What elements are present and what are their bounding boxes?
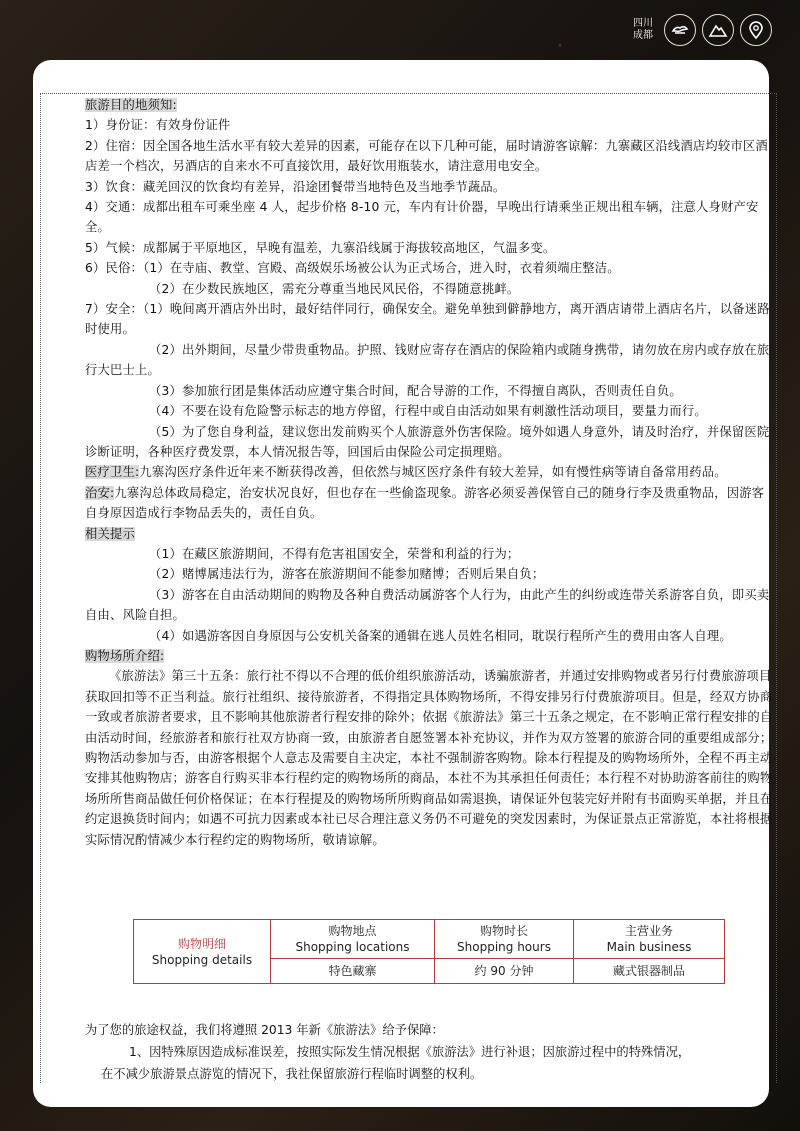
section-title-shopping: 购物场所介绍: xyxy=(85,648,165,663)
shopping-table-header: 购物地点 Shopping locations xyxy=(271,920,435,959)
section-title-destination: 旅游目的地须知: xyxy=(85,98,177,112)
destination-line: 2）住宿：因全国各地生活水平有较大差异的因素，可能存在以下几种可能，届时请游客谅解：九寨藏区沿线酒店均较市区酒店差一个档次，另酒店的自来水不可直接饮用，最好饮用瓶装水，请注意用电安全。 xyxy=(85,138,768,174)
safety-item: （4）不要在设有危险警示标志的地方停留，行程中或自由活动如果有刺激性活动项目，要量力而行。 xyxy=(149,404,707,419)
section-title-tips: 相关提示 xyxy=(85,526,135,541)
safety-item: （2）出外期间，尽量少带贵重物品。护照、钱财应寄存在酒店的保险箱内或随身携带，请勿放在房内或存放在旅行大巴士上。 xyxy=(85,342,770,378)
guarantee-intro: 为了您的旅途权益，我们将遵照 2013 年新《旅游法》给予保障： xyxy=(85,1023,444,1037)
medical-text: 九寨沟医疗条件近年来不断获得改善，但依然与城区医疗条件有较大差异，如有慢性病等请自备常用药品。 xyxy=(139,465,727,480)
header-badges xyxy=(630,14,772,46)
shopping-table-header: 购物时长 Shopping hours xyxy=(435,920,574,959)
mountain-icon xyxy=(702,14,734,46)
guarantee-section xyxy=(85,1019,775,1085)
shopping-table-cell: 藏式银器制品 xyxy=(574,959,725,984)
security-text: 九寨沟总体政局稳定，治安状况良好，但也存在一些偷盗现象。游客必须妥善保管自己的随身行李及贵重物品，因游客自身原因造成行李物品丢失的，责任自负。 xyxy=(85,485,765,521)
shopping-table xyxy=(133,919,725,984)
safety-line: 7）安全：（1）晚间离开酒店外出时，最好结伴同行，确保安全。避免单独到僻静地方，离开酒店请带上酒店名片，以备迷路时使用。 xyxy=(85,302,770,337)
destination-line: 1）身份证：有效身份证件 xyxy=(85,118,231,133)
destination-line: 4）交通：成都出租车可乘坐座 4 人，起步价格 8-10 元，车内有计价器，早晚出行请乘坐正规出租车辆，注意人身财产安全。 xyxy=(85,200,759,235)
safety-item: （5）为了您自身利益，建议您出发前购买个人旅游意外伤害保险。境外如遇人身意外，请及时治疗，并保留医院诊断证明，各种医疗费发票，本人情况报告等，回国后由保险公司定损理赔。 xyxy=(85,424,770,459)
location-pin-icon xyxy=(740,14,772,46)
section-title-security: 治安: xyxy=(85,485,115,500)
folk-item: （2）在少数民族地区，需充分尊重当地民风民俗，不得随意挑衅。 xyxy=(149,281,520,296)
dotted-frame-top xyxy=(40,93,775,94)
tips-item: （1）在藏区旅游期间，不得有危害祖国安全，荣誉和利益的行为； xyxy=(149,546,520,561)
tips-item: （3）游客在自由活动期间的购物及各种自费活动属游客个人行为，由此产生的纠纷或连带关系游客自负，即买卖自由、风险自担。 xyxy=(85,587,770,623)
guarantee-item: 1、因特殊原因造成标准误差，按照实际发生情况根据《旅游法》进行补退；因旅游过程中的特殊情况， xyxy=(129,1045,691,1059)
destination-line: 6）民俗：（1）在寺庙、教堂、宫殿、高级娱乐场被公认为正式场合，进入时，衣着须端庄整洁。 xyxy=(85,261,620,276)
tips-item: （2）赌博属违法行为，游客在旅游期间不能参加赌博；否则后果自负； xyxy=(149,567,545,582)
section-title-medical: 医疗卫生: xyxy=(85,465,140,480)
shopping-table-cell: 约 90 分钟 xyxy=(435,959,574,984)
cloud-icon xyxy=(664,14,696,46)
city-label: 四川 成都 xyxy=(633,18,653,41)
destination-line: 5）气候：成都属于平原地区，早晚有温差，九寨沿线属于海拔较高地区，气温多变。 xyxy=(85,240,556,255)
guarantee-item-cont: 在不减少旅游景点游览的情况下，我社保留旅游行程临时调整的权利。 xyxy=(101,1067,483,1081)
tips-item: （4）如遇游客因自身原因与公安机关备案的通辑在逃人员姓名相同，耽误行程所产生的费用由客人自理。 xyxy=(149,628,732,643)
shopping-table-cell: 特色藏寨 xyxy=(271,959,435,984)
destination-line: 3）饮食：藏羌回汉的饮食均有差异，沿途团餐带当地特色及当地季节蔬品。 xyxy=(85,179,506,194)
safety-item: （3）参加旅行团是集体活动应遵守集合时间，配合导游的工作，不得擅自离队，否则责任自负。 xyxy=(149,383,682,398)
shopping-table-header: 主营业务 Main business xyxy=(574,920,725,959)
shopping-text: 《旅游法》第三十五条：旅行社不得以不合理的低价组织旅游活动，诱骗旅游者，并通过安排购物或者另行付费旅游项目获取回扣等不正当利益。旅行社组织、接待旅游者，不得指定具体购物场所，不得安排另行付费旅游项目。但是，经双方协商一致或者旅游者要求，且不影响其他旅游者行程安排的除外；依据《旅游法》第三十五条之规定，在不影响正常行程安排的自由活动时间，经旅游者和旅行社双方协商一致，由旅游者自愿签署本补充协议，并作为双方签署的旅游合同的重要组成部分；购物活动参加与否，由游客根据个人意志及需要自主决定，本社不强制游客购物。除本行程提及的购物场所外，全程不再主动安排其他购物店；游客自行购买非本行程约定的购物场所的商品，本社不为其承担任何责任；本行程不对协助游客前往的购物场所所售商品做任何价格保证；在本行程提及的购物场所所购商品如需退换，请保证外包装完好并附有书面购买单据，并且在约定退换货时间内；如遇不可抗力因素或本社已尽合理注意义务仍不可避免的突发因素时，为保证景点正常游览，本社将根据实际情况酌情减少本行程约定的购物场所，敬请谅解。 xyxy=(85,669,773,847)
shopping-table-row-title: 购物明细 Shopping details xyxy=(134,920,271,984)
document-body xyxy=(85,95,775,850)
